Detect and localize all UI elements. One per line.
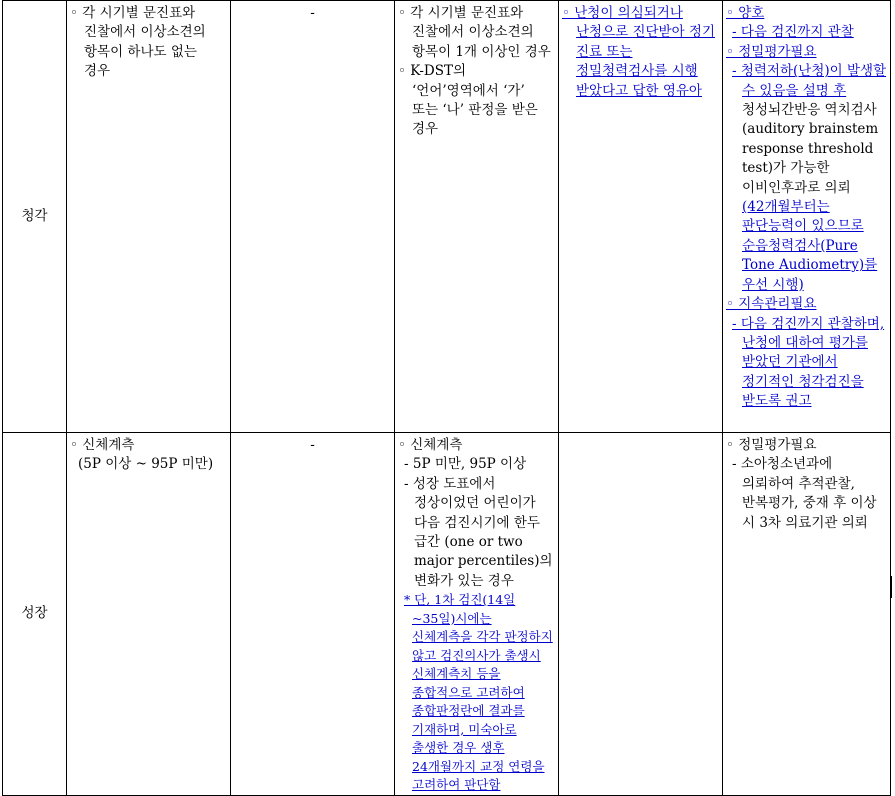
hearing-continuous-sub: - 다음 검진까지 관찰하며, 난청에 대하여 평가를 받았던 기관에서 정기적인 청각검진을 받도록 권고 (732, 315, 885, 410)
growth-abnormal-criteria (395, 433, 559, 796)
text-cursor-marker (890, 576, 892, 598)
hearing-action-cell (723, 1, 891, 433)
screening-criteria-table (2, 0, 891, 796)
hearing-good-title: ◦ 양호 (726, 5, 765, 21)
growth-dash-cell: - (231, 433, 395, 796)
growth-management-criteria (559, 433, 723, 796)
row-hearing (3, 1, 891, 433)
growth-abnormal-title: ◦ 신체계측 (398, 437, 463, 453)
growth-abnormal-note: * 단, 1차 검진(14일~35일)시에는 신체계측을 각각 판정하지 않고 검진의사가 출생시 신체계측치 등을 종합적으로 고려하여 종합판정란에 결과를 기재하며, 미숙아로 출생한 경우 생후 24개월까지 교정 연령을 고려하여 판단함 (404, 592, 553, 793)
growth-action-cell (723, 433, 891, 796)
hearing-detail-sub-c: (42개월부터는 판단능력이 있으므로 순음청력검사(Pure Tone Audiometry)를 우선 시행) (742, 199, 878, 293)
hearing-abnormal-item-1: ◦ 각 시기별 문진표와 진찰에서 이상소견의 항목이 1개 이상인 경우 (398, 5, 551, 60)
hearing-detail-sub (726, 62, 887, 295)
growth-abnormal-sub-2: - 성장 도표에서 정상이었던 어린이가 다음 검진시기에 한두 급간 (one or two major percentiles)의 변화가 있는 경우 (404, 475, 553, 589)
hearing-normal-text: ◦ 각 시기별 문진표와 진찰에서 이상소견의 항목이 하나도 없는 경우 (70, 5, 206, 80)
hearing-management-criteria (559, 1, 723, 433)
hearing-continuous-title: ◦ 지속관리필요 (726, 296, 817, 313)
growth-abnormal-sub-1: - 5P 미만, 95P 이상 (404, 456, 527, 473)
hearing-detail-title: ◦ 정밀평가필요 (726, 43, 817, 60)
hearing-dash-cell: - (231, 1, 395, 433)
hearing-management-text: ◦ 난청이 의심되거나 난청으로 진단받아 정기 진료 또는 정밀청력검사를 시행 받았다고 답한 영유아 (562, 5, 715, 99)
growth-normal-range: (5P 이상 ~ 95P 미만) (78, 456, 214, 473)
hearing-abnormal-item-2: ◦ K-DST의 ‘언어’영역에서 ‘가’ 또는 ‘나’ 판정을 받은 경우 (398, 63, 538, 138)
growth-detail-sub: - 소아청소년과에 의뢰하여 추적관찰, 반복평가, 중재 후 이상 시 3차 의료기관 의뢰 (732, 456, 877, 531)
hearing-abnormal-criteria (395, 1, 559, 433)
growth-normal-criteria (67, 433, 231, 796)
hearing-detail-sub-b: 청성뇌간반응 역치검사(auditory brainstem response threshold test)가 가능한 이비인후과로 의뢰 (742, 102, 879, 196)
row-growth (3, 433, 891, 796)
category-hearing: 청각 (3, 1, 67, 433)
hearing-detail-sub-a: - 청력저하(난청)이 발생할 수 있음을 설명 후 (732, 63, 887, 99)
hearing-normal-criteria (67, 1, 231, 433)
hearing-good-sub: - 다음 검진까지 관찰 (732, 24, 854, 41)
growth-detail-title: ◦ 정밀평가필요 (726, 437, 817, 453)
growth-normal-title: ◦ 신체계측 (70, 437, 135, 453)
category-growth: 성장 (3, 433, 67, 796)
